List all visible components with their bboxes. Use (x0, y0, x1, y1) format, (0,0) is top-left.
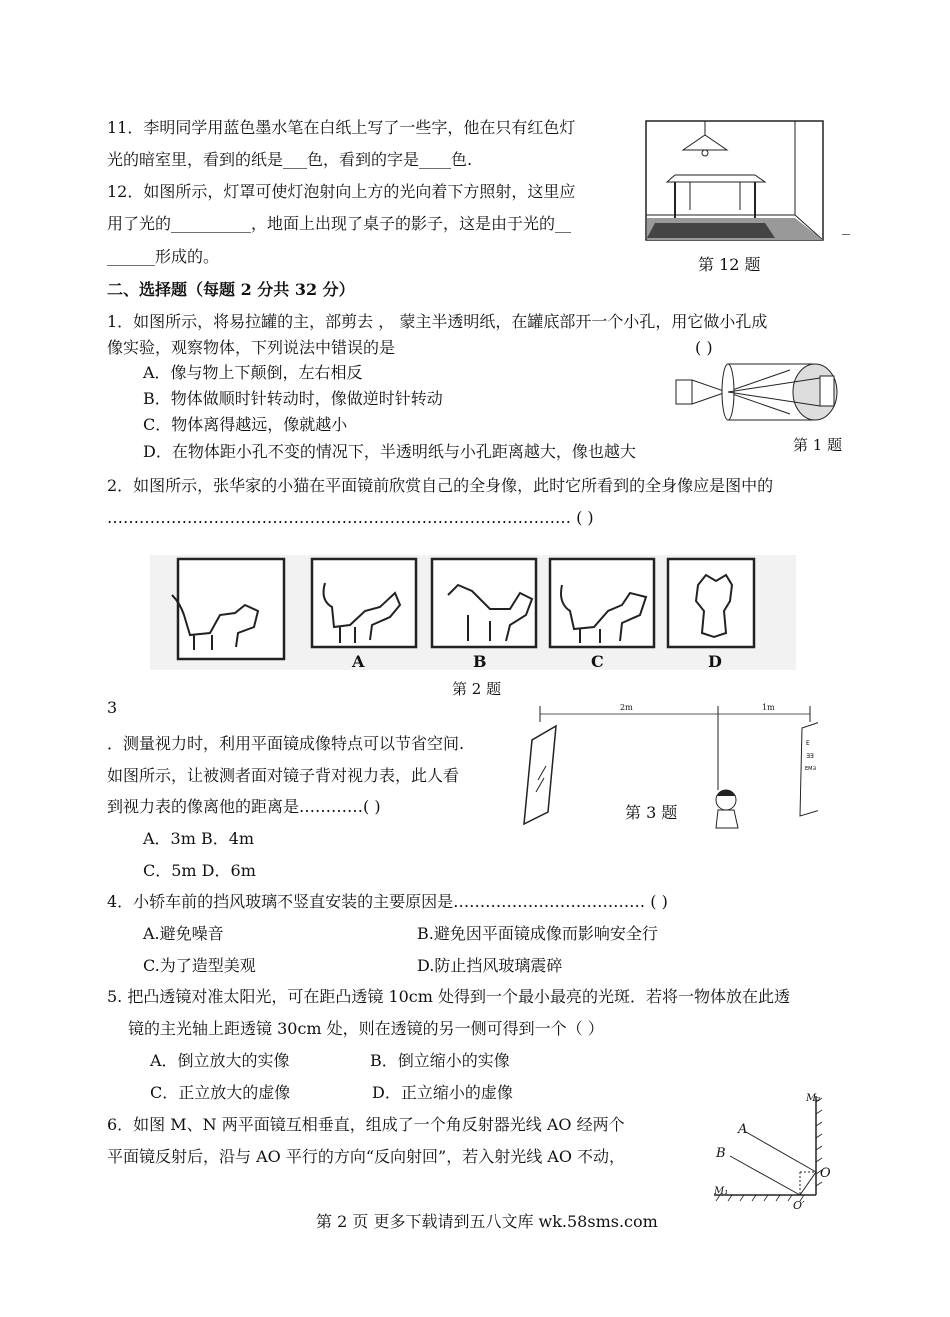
q4-option-b: B.避免因平面镜成像而影响安全行 (417, 924, 658, 943)
section2-title: 二、选择题（每题 2 分共 32 分） (107, 280, 355, 299)
q1-option-b: B．物体做顺时针转动时，像做逆时针转动 (143, 389, 443, 408)
q12-line1: 12．如图所示，灯罩可使灯泡射向上方的光向着下方照射，这里应 (107, 182, 576, 201)
page-footer: 第 2 页 更多下载请到五八文库 wk.58sms.com (316, 1212, 658, 1231)
fig12-dash: _ (842, 216, 850, 235)
q5-option-b: B．倒立缩小的实像 (370, 1051, 510, 1070)
q3-stem2: 如图所示，让被测者面对镜子背对视力表，此人看 (107, 766, 460, 785)
pinhole-can-figure (670, 358, 845, 430)
fig2-label-a: A (352, 652, 365, 671)
q3-number: 3 (107, 698, 118, 717)
q6-stem2: 平面镜反射后，沿与 AO 平行的方向“反向射回”，若入射光线 AO 不动， (107, 1147, 626, 1166)
fig6-label-o-prime: O′ (793, 1199, 805, 1212)
fig12-caption: 第 12 题 (698, 255, 761, 274)
fig3-distance-2m: 2m (620, 703, 633, 712)
fig2-label-b: B (473, 652, 487, 671)
q4-stem: 4．小轿车前的挡风玻璃不竖直安装的主要原因是……………………………… ( ) (107, 892, 668, 911)
q4-option-c: C.为了造型美观 (143, 956, 256, 975)
q6-stem1: 6．如图 M、N 两平面镜互相垂直，组成了一个角反射器光线 AO 经两个 (107, 1115, 625, 1134)
q1-stem2: 像实验，观察物体，下列说法中错误的是 (107, 338, 396, 357)
q5-option-c: C．正立放大的虚像 (150, 1083, 291, 1102)
q1-option-c: C．物体离得越远，像就越小 (143, 415, 348, 434)
q11-line1: 11．李明同学用蓝色墨水笔在白纸上写了一些字，他在只有红色灯 (107, 118, 576, 137)
fig6-label-b: B (716, 1146, 726, 1161)
q5-stem2: 镜的主光轴上距透镜 30cm 处，则在透镜的另一侧可得到一个（ ） (128, 1019, 604, 1038)
fig6-label-o: O (820, 1166, 831, 1181)
q2-stem2: …………………………………………………………………………… ( ) (107, 508, 594, 527)
fig6-label-a: A (738, 1122, 748, 1137)
q4-option-a: A.避免噪音 (143, 924, 224, 943)
lamp-table-figure (645, 120, 825, 242)
q4-option-d: D.防止挡风玻璃震碎 (417, 956, 563, 975)
q1-option-d: D．在物体距小孔不变的情况下，半透明纸与小孔距离越大，像也越大 (143, 442, 636, 461)
q5-option-d: D．正立缩小的虚像 (372, 1083, 513, 1102)
q12-line2: 用了光的__________，地面上出现了桌子的影子，这是由于光的__ (107, 214, 572, 233)
q11-line2: 光的暗室里，看到的纸是___色，看到的字是____色. (107, 150, 473, 169)
q5-option-a: A．倒立放大的实像 (150, 1051, 290, 1070)
q1-answer-paren: ( ) (695, 338, 713, 357)
svg-text:E: E (806, 740, 810, 747)
q5-stem1: 5. 把凸透镜对准太阳光，可在距凸透镜 10cm 处得到一个最小最亮的光斑．若将一物体放在此透 (107, 987, 791, 1006)
q3-stem1: ．测量视力时，利用平面镜成像特点可以节省空间. (107, 734, 465, 753)
q3-options-cd: C．5m D．6m (143, 861, 256, 880)
fig1-caption: 第 1 题 (793, 436, 843, 454)
q3-stem3: 到视力表的像离他的距离是…………( ) (107, 797, 381, 816)
q1-option-a: A．像与物上下颠倒，左右相反 (143, 363, 363, 382)
fig2-label-c: C (591, 652, 604, 671)
fig6-label-m2: M₂ (806, 1093, 821, 1104)
svg-text:EM∃: EM∃ (805, 766, 816, 772)
q2-stem1: 2．如图所示，张华家的小猫在平面镜前欣赏自己的全身像，此时它所看到的全身像应是图中的 (107, 476, 774, 495)
fig3-distance-1m: 1m (762, 703, 775, 712)
svg-text:∃∃: ∃∃ (806, 753, 814, 760)
q12-line3: ______形成的。 (107, 247, 220, 266)
q1-stem1: 1．如图所示，将易拉罐的主，部剪去 ， 蒙主半透明纸，在罐底部开一个小孔，用它做小孔成 (107, 312, 768, 331)
fig6-label-m1: M₁ (714, 1186, 729, 1197)
q3-options-ab: A．3m B．4m (143, 829, 255, 848)
fig2-caption: 第 2 题 (452, 680, 502, 698)
fig2-label-d: D (708, 652, 722, 671)
fig3-caption: 第 3 题 (625, 803, 678, 822)
